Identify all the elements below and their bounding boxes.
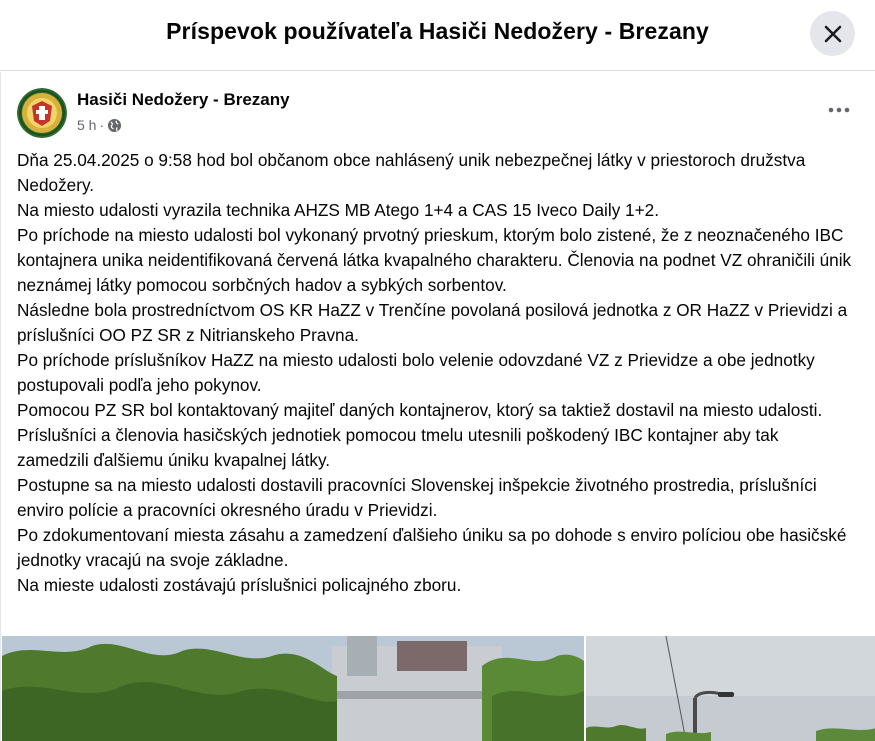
fire-brigade-logo-icon: [17, 88, 67, 138]
post-paragraph: Príslušníci a členovia hasičských jednotiek pomocou tmelu utesnili poškodený IBC kontajner aby tak zamedzili ďalšiemu úniku kvapalnej látky.: [17, 425, 779, 470]
meta-separator: ·: [99, 117, 105, 133]
post-text: [17, 148, 852, 598]
post-paragraph: Na mieste udalosti zostávajú príslušnici policajného zboru.: [17, 575, 462, 595]
post-paragraph: Pomocou PZ SR bol kontaktovaný majiteľ daných kontajnerov, ktorý sa taktiež dostavil na miesto udalosti.: [17, 400, 823, 420]
post-time[interactable]: 5 h: [77, 117, 97, 133]
close-icon: [823, 24, 843, 44]
post-paragraph: Postupne sa na miesto udalosti dostavili pracovníci Slovenskej inšpekcie životného prostredia, príslušníci enviro polície a pracovníci okresného úradu v Prievidzi.: [17, 475, 817, 520]
post-paragraph: Po zdokumentovaní miesta zásahu a zamedzení ďalšieho úniku sa po dohode s enviro políciou obe hasičské jednotky vracajú na svoje základne.: [17, 525, 847, 570]
globe-icon: [107, 118, 122, 133]
post-paragraph: Následne bola prostredníctvom OS KR HaZZ v Trenčíne povolaná posilová jednotka z OR HaZZ v Prievidzi a príslušníci OO PZ SR z Nitrianskeho Pravna.: [17, 300, 848, 345]
avatar[interactable]: [17, 88, 67, 138]
more-options-button[interactable]: [819, 92, 859, 128]
dialog-header: [0, 0, 875, 71]
post-paragraph: Na miesto udalosti vyrazila technika AHZS MB Atego 1+4 a CAS 15 Iveco Daily 1+2.: [17, 200, 659, 220]
photo-trees-containers: [2, 636, 584, 741]
post-paragraph: Po príchode na miesto udalosti bol vykonaný prvotný prieskum, ktorým bolo zistené, že z neoznačeného IBC kontajnera unika neidentifikovaná červená látka kvapalného charakteru. Členovia na podnet VZ ohraničili únik neznámej látky pomocou sorbčných hadov a sybkých sorbentov.: [17, 225, 852, 295]
more-horizontal-icon: [828, 107, 850, 113]
post-images: [1, 636, 875, 741]
post-card: [0, 72, 875, 741]
post-paragraph: Dňa 25.04.2025 o 9:58 hod bol občanom obce nahlásený unik nebezpečnej látky v priestoroch družstva Nedožery.: [17, 150, 806, 195]
dialog-title: Príspevok používateľa Hasiči Nedožery - Brezany: [166, 18, 709, 44]
post-photo[interactable]: [586, 636, 875, 741]
photo-street-lamp: [586, 636, 875, 741]
post-photo[interactable]: [2, 636, 584, 741]
author-name[interactable]: Hasiči Nedožery - Brezany: [77, 90, 290, 109]
post-paragraph: Po príchode príslušníkov HaZZ na miesto udalosti bolo velenie odovzdané VZ z Prievidze a obe jednotky postupovali podľa jeho pokynov.: [17, 350, 815, 395]
close-button[interactable]: [810, 11, 855, 56]
post-meta: [77, 117, 122, 133]
